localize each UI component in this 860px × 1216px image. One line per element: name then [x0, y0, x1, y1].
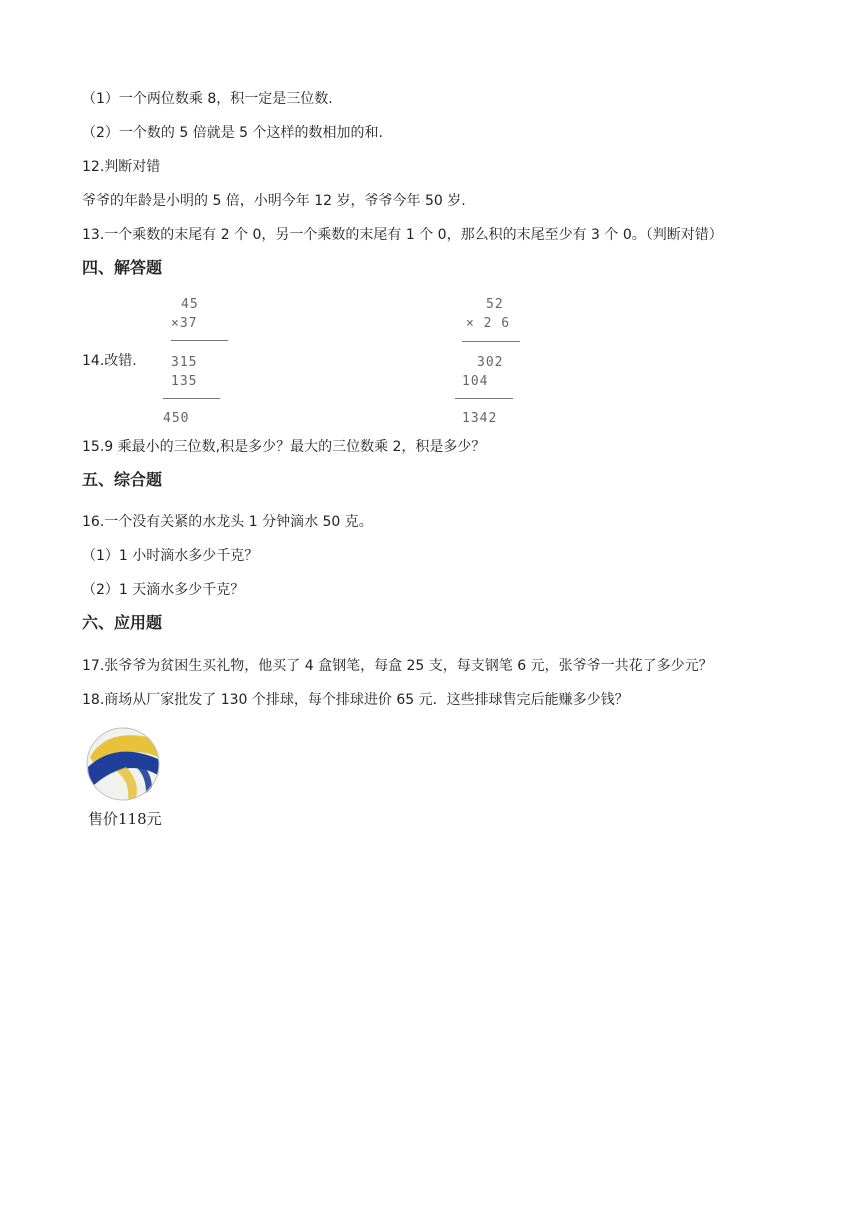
question-17: 17.张爷爷为贫困生买礼物，他买了 4 盒钢笔，每盒 25 支，每支钢笔 6 元，张爷爷一共花了多少元？: [82, 658, 713, 674]
section-6-heading: 六、应用题: [82, 613, 163, 632]
left-calc-multiplicand: 45: [181, 297, 199, 312]
left-calc-partial-1: 315: [171, 355, 198, 370]
left-calc-rule-2: [163, 398, 220, 399]
left-calc-multiplier: ×37: [171, 316, 198, 331]
question-16-part-1: （1）1 小时滴水多少千克？: [82, 548, 259, 564]
question-11-part-1: （1）一个两位数乘 8，积一定是三位数.: [82, 91, 333, 107]
question-11-part-2: （2）一个数的 5 倍就是 5 个这样的数相加的和.: [82, 125, 383, 141]
right-calc-result: 1342: [462, 411, 498, 426]
question-16: 16.一个没有关紧的水龙头 1 分钟滴水 50 克。: [82, 514, 373, 530]
volleyball-image: [86, 727, 160, 801]
question-12-text: 爷爷的年龄是小明的 5 倍，小明今年 12 岁，爷爷今年 50 岁.: [82, 193, 466, 209]
right-calc-partial-1: 302: [477, 355, 504, 370]
left-calc-result: 450: [163, 411, 190, 426]
question-13: 13.一个乘数的末尾有 2 个 0，另一个乘数的末尾有 1 个 0，那么积的末尾至少有 3 个 0。（判断对错）: [82, 227, 723, 243]
question-14-label: 14.改错.: [82, 353, 137, 369]
question-15: 15.9 乘最小的三位数,积是多少？最大的三位数乘 2，积是多少？: [82, 439, 486, 455]
question-18: 18.商场从厂家批发了 130 个排球，每个排球进价 65 元．这些排球售完后能赚多少钱？: [82, 692, 629, 708]
section-4-heading: 四、解答题: [82, 258, 163, 277]
volleyball-icon: [86, 727, 160, 801]
price-caption: 售价118元: [88, 810, 162, 828]
left-calc-partial-2: 135: [171, 374, 198, 389]
left-calc-rule-1: [171, 340, 228, 341]
right-calc-rule-1: [462, 341, 520, 342]
question-16-part-2: （2）1 天滴水多少千克？: [82, 582, 245, 598]
question-12-title: 12.判断对错: [82, 159, 161, 175]
right-calc-rule-2: [455, 398, 513, 399]
right-calc-partial-2: 104: [462, 374, 489, 389]
right-calc-multiplicand: 52: [486, 297, 504, 312]
section-5-heading: 五、综合题: [82, 470, 163, 489]
right-calc-multiplier: × 2 6: [466, 316, 511, 331]
